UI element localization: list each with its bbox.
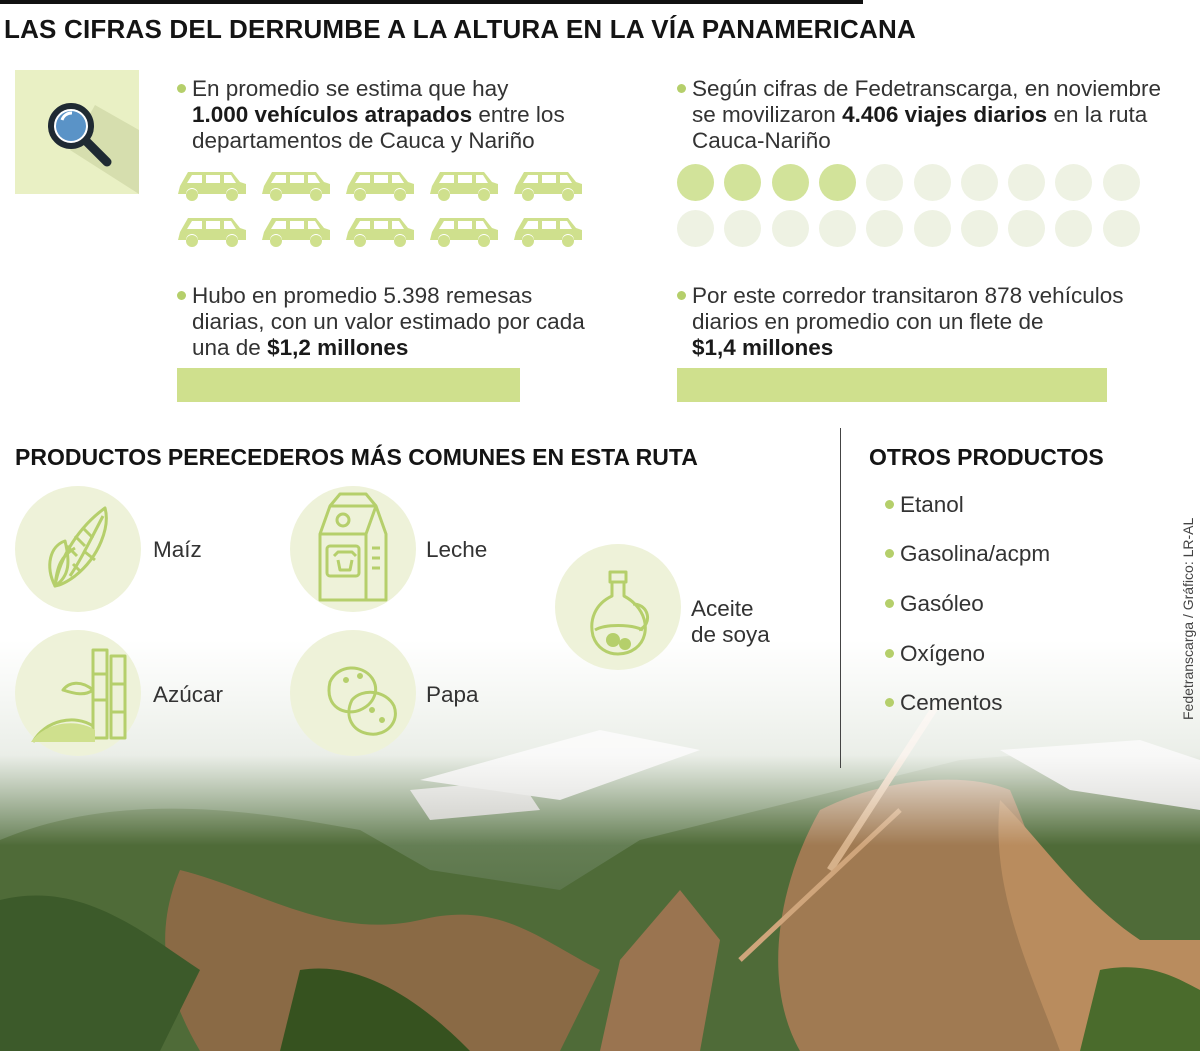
other-item [885,690,1003,716]
stat-vehicles [192,76,612,154]
bullet-icon [677,291,686,300]
product-milk-label: Leche [426,537,488,562]
section-divider [840,428,841,768]
stat-trips-highlight: 4.406 viajes diarios [842,102,1048,127]
other-item-label: Etanol [900,492,964,517]
stat-vehicles-line3: departamentos de Cauca y Nariño [192,128,535,153]
others-title: OTROS PRODUCTOS [869,444,1104,470]
car-icon [428,166,500,202]
magnifying-glass-icon [15,70,139,194]
trip-dot-empty [1055,210,1092,247]
car-icon [260,166,332,202]
other-item [885,591,984,617]
stat-trips [692,76,1192,154]
trips-pictogram [677,164,1147,252]
bullet-icon [885,500,894,509]
stat-shipments-pre: una de [192,335,268,360]
vehicles-pictogram [176,166,596,250]
other-item [885,641,985,667]
car-icon [260,212,332,248]
trip-dot-empty [772,210,809,247]
car-icon [176,212,248,248]
stat-shipments-line1: Hubo en promedio 5.398 remesas [192,283,533,308]
product-potato-label: Papa [426,682,479,707]
other-item [885,541,1050,567]
stat-freight-highlight: $1,4 millones [692,335,834,360]
car-icon [344,212,416,248]
sugarcane-icon [15,630,141,756]
trip-dot-empty [724,210,761,247]
trip-dot-filled [819,164,856,201]
potato-icon [290,630,416,756]
stat-freight [692,283,1192,361]
bullet-icon [885,549,894,558]
shipments-value-bar [177,368,520,402]
stat-trips-pre: se movilizaron [692,102,843,127]
trip-dot-filled [724,164,761,201]
product-corn-label: Maíz [153,537,202,562]
stat-trips-line1: Según cifras de Fedetranscarga, en noviembre [692,76,1162,101]
bullet-icon [885,698,894,707]
milk-carton-icon [290,486,416,612]
trip-dot-filled [772,164,809,201]
trip-dot-empty [961,164,998,201]
trip-dot-empty [914,210,951,247]
car-icon [176,166,248,202]
trip-dot-empty [677,210,714,247]
search-icon-box [15,70,139,194]
source-credit: Fedetranscarga / Gráfico: LR-AL [1180,517,1196,720]
freight-value-bar [677,368,1107,402]
stat-shipments-highlight: $1,2 millones [267,335,409,360]
stat-trips-post: en la ruta [1047,102,1148,127]
perishables-title: PRODUCTOS PERECEDEROS MÁS COMUNES EN ESTA RUTA [15,444,698,470]
bullet-icon [885,649,894,658]
bullet-icon [677,84,686,93]
other-item-label: Cementos [900,690,1003,715]
oil-bottle-icon [555,544,681,670]
stat-shipments-line2: diarias, con un valor estimado por cada [192,309,585,334]
trip-dot-empty [914,164,951,201]
other-item-label: Gasóleo [900,591,984,616]
car-icon [428,212,500,248]
bullet-icon [177,84,186,93]
car-icon [512,212,584,248]
other-item [885,492,964,518]
trip-dot-empty [1103,164,1140,201]
trip-dot-empty [1008,164,1045,201]
car-icon [512,166,584,202]
trip-dot-empty [961,210,998,247]
product-oil-label [691,596,770,648]
stat-shipments [192,283,612,361]
trip-dot-filled [677,164,714,201]
other-item-label: Oxígeno [900,641,986,666]
bullet-icon [885,599,894,608]
trip-dot-empty [1008,210,1045,247]
corn-icon [15,486,141,612]
stat-vehicles-line1: En promedio se estima que hay [192,76,509,101]
other-item-label: Gasolina/acpm [900,541,1051,566]
stat-vehicles-rest: entre los [472,102,565,127]
stat-vehicles-highlight: 1.000 vehículos atrapados [192,102,473,127]
trip-dot-empty [1103,210,1140,247]
stat-freight-line1: Por este corredor transitaron 878 vehículos [692,283,1124,308]
trip-dot-empty [819,210,856,247]
page-title: LAS CIFRAS DEL DERRUMBE A LA ALTURA EN LA VÍA PANAMERICANA [4,14,916,44]
bullet-icon [177,291,186,300]
stat-trips-line3: Cauca-Nariño [692,128,831,153]
top-rule [0,0,863,4]
product-oil-label-line2: de soya [691,622,770,647]
trip-dot-empty [866,210,903,247]
product-oil-label-line1: Aceite [691,596,754,621]
product-sugar-label: Azúcar [153,682,224,707]
car-icon [344,166,416,202]
stat-freight-line2: diarios en promedio con un flete de [692,309,1044,334]
trip-dot-empty [1055,164,1092,201]
trip-dot-empty [866,164,903,201]
